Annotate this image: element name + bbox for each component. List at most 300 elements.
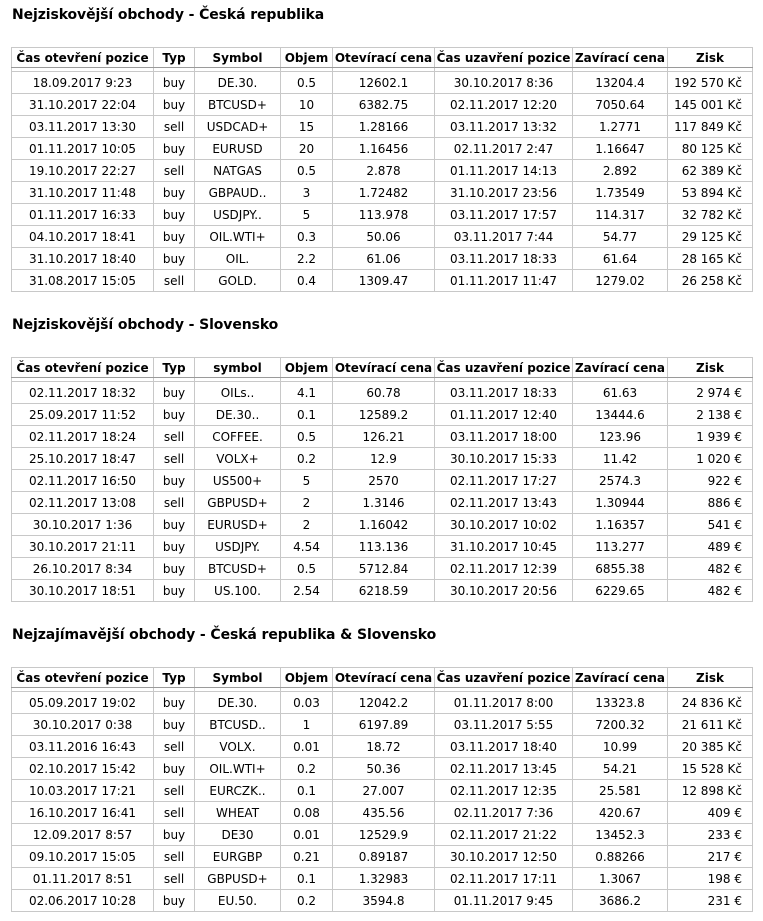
cell-volume: 20: [281, 138, 333, 160]
cell-symbol: GOLD.: [195, 270, 281, 292]
cell-close-price: 1.2771: [573, 116, 668, 138]
cell-type: sell: [154, 116, 195, 138]
cell-open-time: 04.10.2017 18:41: [12, 226, 154, 248]
cell-symbol: BTCUSD+: [195, 558, 281, 580]
column-header-volume: Objem: [281, 48, 333, 68]
cell-open-time: 25.09.2017 11:52: [12, 404, 154, 426]
cell-type: buy: [154, 824, 195, 846]
cell-open-time: 30.10.2017 18:51: [12, 580, 154, 602]
cell-open-time: 01.11.2017 8:51: [12, 868, 154, 890]
cell-volume: 0.2: [281, 890, 333, 912]
cell-symbol: OILs..: [195, 382, 281, 404]
cell-open-time: 31.10.2017 18:40: [12, 248, 154, 270]
cell-symbol: OIL.: [195, 248, 281, 270]
cell-close-price: 10.99: [573, 736, 668, 758]
cell-open-time: 09.10.2017 15:05: [12, 846, 154, 868]
cell-volume: 1: [281, 714, 333, 736]
cell-close-time: 02.11.2017 12:39: [435, 558, 573, 580]
cell-symbol: VOLX+: [195, 448, 281, 470]
column-header-close-price: Zavírací cena: [573, 48, 668, 68]
cell-close-price: 2.892: [573, 160, 668, 182]
column-header-open-price: Otevírací cena: [333, 48, 435, 68]
cell-profit: 217 €: [668, 846, 753, 868]
cell-profit: 20 385 Kč: [668, 736, 753, 758]
trades-table-combined: [11, 667, 753, 912]
cell-profit: 482 €: [668, 558, 753, 580]
table-row: [12, 470, 753, 492]
cell-close-time: 03.11.2017 7:44: [435, 226, 573, 248]
cell-volume: 0.5: [281, 426, 333, 448]
cell-close-time: 31.10.2017 23:56: [435, 182, 573, 204]
table-row: [12, 382, 753, 404]
cell-close-price: 7200.32: [573, 714, 668, 736]
cell-profit: 12 898 Kč: [668, 780, 753, 802]
cell-open-price: 6382.75: [333, 94, 435, 116]
cell-symbol: BTCUSD..: [195, 714, 281, 736]
table-row: [12, 692, 753, 714]
cell-close-price: 61.64: [573, 248, 668, 270]
cell-close-time: 02.11.2017 12:35: [435, 780, 573, 802]
cell-open-price: 1.16042: [333, 514, 435, 536]
cell-type: buy: [154, 558, 195, 580]
cell-close-price: 123.96: [573, 426, 668, 448]
cell-close-price: 113.277: [573, 536, 668, 558]
cell-symbol: DE.30..: [195, 404, 281, 426]
cell-open-price: 1309.47: [333, 270, 435, 292]
cell-close-time: 01.11.2017 14:13: [435, 160, 573, 182]
cell-close-time: 02.11.2017 21:22: [435, 824, 573, 846]
cell-profit: 15 528 Kč: [668, 758, 753, 780]
cell-profit: 482 €: [668, 580, 753, 602]
section-title-combined: Nejzajímavější obchody - Česká republika & Slovensko: [12, 627, 437, 643]
cell-close-price: 1.16647: [573, 138, 668, 160]
cell-symbol: USDJPY.: [195, 536, 281, 558]
cell-close-price: 13323.8: [573, 692, 668, 714]
cell-close-price: 2574.3: [573, 470, 668, 492]
cell-symbol: OIL.WTI+: [195, 226, 281, 248]
cell-open-time: 03.11.2017 13:30: [12, 116, 154, 138]
cell-profit: 29 125 Kč: [668, 226, 753, 248]
cell-profit: 28 165 Kč: [668, 248, 753, 270]
cell-type: sell: [154, 492, 195, 514]
cell-type: buy: [154, 470, 195, 492]
cell-type: buy: [154, 72, 195, 94]
cell-volume: 0.08: [281, 802, 333, 824]
cell-close-time: 31.10.2017 10:45: [435, 536, 573, 558]
cell-close-time: 30.10.2017 12:50: [435, 846, 573, 868]
table-row: [12, 714, 753, 736]
cell-volume: 10: [281, 94, 333, 116]
cell-symbol: EURUSD+: [195, 514, 281, 536]
cell-open-price: 1.28166: [333, 116, 435, 138]
cell-open-time: 30.10.2017 0:38: [12, 714, 154, 736]
cell-close-price: 54.21: [573, 758, 668, 780]
cell-open-time: 02.11.2017 13:08: [12, 492, 154, 514]
cell-volume: 2: [281, 492, 333, 514]
cell-open-price: 12.9: [333, 448, 435, 470]
table-row: [12, 404, 753, 426]
cell-open-time: 16.10.2017 16:41: [12, 802, 154, 824]
cell-close-price: 6229.65: [573, 580, 668, 602]
cell-symbol: EURGBP: [195, 846, 281, 868]
cell-type: sell: [154, 802, 195, 824]
table-row: [12, 736, 753, 758]
column-header-open-price: Otevírací cena: [333, 358, 435, 378]
cell-profit: 53 894 Kč: [668, 182, 753, 204]
cell-volume: 0.3: [281, 226, 333, 248]
cell-open-time: 30.10.2017 21:11: [12, 536, 154, 558]
cell-open-time: 31.10.2017 11:48: [12, 182, 154, 204]
column-header-close-time: Čas uzavření pozice: [435, 668, 573, 688]
column-header-symbol: symbol: [195, 358, 281, 378]
cell-close-price: 6855.38: [573, 558, 668, 580]
cell-open-time: 19.10.2017 22:27: [12, 160, 154, 182]
table-row: [12, 536, 753, 558]
cell-open-time: 02.11.2017 18:32: [12, 382, 154, 404]
table-row: [12, 426, 753, 448]
cell-open-time: 10.03.2017 17:21: [12, 780, 154, 802]
table-row: [12, 868, 753, 890]
cell-volume: 2.54: [281, 580, 333, 602]
column-header-open-time: Čas otevření pozice: [12, 48, 154, 68]
cell-open-price: 50.36: [333, 758, 435, 780]
cell-symbol: US500+: [195, 470, 281, 492]
cell-close-time: 02.11.2017 17:11: [435, 868, 573, 890]
cell-profit: 117 849 Kč: [668, 116, 753, 138]
cell-close-price: 13452.3: [573, 824, 668, 846]
cell-symbol: COFFEE.: [195, 426, 281, 448]
cell-open-time: 01.11.2017 10:05: [12, 138, 154, 160]
table-row: [12, 270, 753, 292]
cell-type: buy: [154, 714, 195, 736]
cell-close-price: 1.73549: [573, 182, 668, 204]
section-title-czech: Nejziskovější obchody - Česká republika: [12, 7, 325, 23]
cell-close-time: 02.11.2017 7:36: [435, 802, 573, 824]
cell-profit: 886 €: [668, 492, 753, 514]
cell-open-price: 435.56: [333, 802, 435, 824]
cell-close-price: 1.16357: [573, 514, 668, 536]
cell-open-time: 03.11.2016 16:43: [12, 736, 154, 758]
cell-profit: 198 €: [668, 868, 753, 890]
cell-profit: 24 836 Kč: [668, 692, 753, 714]
cell-type: sell: [154, 780, 195, 802]
cell-close-time: 01.11.2017 12:40: [435, 404, 573, 426]
table-row: [12, 558, 753, 580]
cell-open-time: 02.11.2017 18:24: [12, 426, 154, 448]
cell-close-time: 01.11.2017 8:00: [435, 692, 573, 714]
trades-table-slovakia: [11, 357, 753, 602]
cell-symbol: EURCZK..: [195, 780, 281, 802]
cell-type: buy: [154, 226, 195, 248]
cell-profit: 541 €: [668, 514, 753, 536]
cell-close-price: 25.581: [573, 780, 668, 802]
cell-open-price: 5712.84: [333, 558, 435, 580]
cell-open-time: 01.11.2017 16:33: [12, 204, 154, 226]
column-header-volume: Objem: [281, 668, 333, 688]
table-row: [12, 138, 753, 160]
cell-volume: 2: [281, 514, 333, 536]
table-row: [12, 492, 753, 514]
table-row: [12, 580, 753, 602]
cell-volume: 0.01: [281, 824, 333, 846]
cell-open-time: 02.11.2017 16:50: [12, 470, 154, 492]
cell-open-price: 6197.89: [333, 714, 435, 736]
cell-open-price: 12529.9: [333, 824, 435, 846]
cell-close-time: 03.11.2017 18:40: [435, 736, 573, 758]
cell-open-price: 6218.59: [333, 580, 435, 602]
cell-close-time: 03.11.2017 18:33: [435, 382, 573, 404]
cell-volume: 4.54: [281, 536, 333, 558]
table-row: [12, 448, 753, 470]
cell-close-price: 420.67: [573, 802, 668, 824]
cell-symbol: BTCUSD+: [195, 94, 281, 116]
cell-open-time: 26.10.2017 8:34: [12, 558, 154, 580]
table-row: [12, 824, 753, 846]
cell-symbol: USDCAD+: [195, 116, 281, 138]
cell-close-price: 61.63: [573, 382, 668, 404]
cell-profit: 409 €: [668, 802, 753, 824]
cell-symbol: GBPUSD+: [195, 492, 281, 514]
cell-open-price: 12589.2: [333, 404, 435, 426]
cell-close-price: 1.30944: [573, 492, 668, 514]
cell-open-price: 1.16456: [333, 138, 435, 160]
column-header-open-price: Otevírací cena: [333, 668, 435, 688]
cell-symbol: OIL.WTI+: [195, 758, 281, 780]
cell-volume: 4.1: [281, 382, 333, 404]
table-row: [12, 890, 753, 912]
cell-profit: 1 020 €: [668, 448, 753, 470]
cell-open-price: 3594.8: [333, 890, 435, 912]
cell-profit: 32 782 Kč: [668, 204, 753, 226]
cell-open-price: 12602.1: [333, 72, 435, 94]
cell-profit: 62 389 Kč: [668, 160, 753, 182]
column-header-close-time: Čas uzavření pozice: [435, 48, 573, 68]
cell-close-time: 03.11.2017 5:55: [435, 714, 573, 736]
cell-type: buy: [154, 514, 195, 536]
section-title-slovakia: Nejziskovější obchody - Slovensko: [12, 317, 279, 333]
cell-symbol: NATGAS: [195, 160, 281, 182]
cell-close-price: 0.88266: [573, 846, 668, 868]
cell-type: buy: [154, 692, 195, 714]
cell-profit: 21 611 Kč: [668, 714, 753, 736]
cell-open-time: 12.09.2017 8:57: [12, 824, 154, 846]
cell-open-time: 30.10.2017 1:36: [12, 514, 154, 536]
cell-type: buy: [154, 404, 195, 426]
cell-volume: 0.4: [281, 270, 333, 292]
cell-type: sell: [154, 448, 195, 470]
cell-type: buy: [154, 204, 195, 226]
cell-profit: 2 974 €: [668, 382, 753, 404]
cell-close-price: 114.317: [573, 204, 668, 226]
cell-type: buy: [154, 94, 195, 116]
table-row: [12, 846, 753, 868]
cell-open-price: 126.21: [333, 426, 435, 448]
cell-close-time: 02.11.2017 12:20: [435, 94, 573, 116]
cell-close-time: 30.10.2017 10:02: [435, 514, 573, 536]
column-header-type: Typ: [154, 48, 195, 68]
cell-close-time: 03.11.2017 18:33: [435, 248, 573, 270]
column-header-symbol: Symbol: [195, 48, 281, 68]
cell-open-price: 60.78: [333, 382, 435, 404]
cell-type: sell: [154, 868, 195, 890]
cell-close-price: 13204.4: [573, 72, 668, 94]
cell-profit: 922 €: [668, 470, 753, 492]
cell-symbol: GBPAUD..: [195, 182, 281, 204]
cell-close-price: 11.42: [573, 448, 668, 470]
cell-type: sell: [154, 426, 195, 448]
cell-type: buy: [154, 382, 195, 404]
table-row: [12, 116, 753, 138]
cell-symbol: VOLX.: [195, 736, 281, 758]
cell-open-time: 02.10.2017 15:42: [12, 758, 154, 780]
cell-type: buy: [154, 182, 195, 204]
column-header-close-price: Zavírací cena: [573, 668, 668, 688]
cell-profit: 26 258 Kč: [668, 270, 753, 292]
table-row: [12, 94, 753, 116]
cell-open-price: 2.878: [333, 160, 435, 182]
cell-open-time: 02.06.2017 10:28: [12, 890, 154, 912]
cell-open-time: 18.09.2017 9:23: [12, 72, 154, 94]
cell-close-time: 03.11.2017 18:00: [435, 426, 573, 448]
table-row: [12, 514, 753, 536]
cell-open-price: 61.06: [333, 248, 435, 270]
table-row: [12, 226, 753, 248]
cell-open-price: 18.72: [333, 736, 435, 758]
cell-close-time: 30.10.2017 20:56: [435, 580, 573, 602]
column-header-close-price: Zavírací cena: [573, 358, 668, 378]
cell-open-price: 113.136: [333, 536, 435, 558]
cell-close-price: 7050.64: [573, 94, 668, 116]
cell-close-price: 54.77: [573, 226, 668, 248]
column-header-volume: Objem: [281, 358, 333, 378]
cell-close-time: 01.11.2017 11:47: [435, 270, 573, 292]
column-header-profit: Zisk: [668, 668, 753, 688]
cell-volume: 0.03: [281, 692, 333, 714]
column-header-close-time: Čas uzavření pozice: [435, 358, 573, 378]
cell-profit: 1 939 €: [668, 426, 753, 448]
cell-close-time: 03.11.2017 17:57: [435, 204, 573, 226]
table-row: [12, 802, 753, 824]
cell-open-price: 50.06: [333, 226, 435, 248]
cell-type: sell: [154, 160, 195, 182]
cell-open-price: 0.89187: [333, 846, 435, 868]
column-header-profit: Zisk: [668, 358, 753, 378]
cell-close-time: 02.11.2017 13:43: [435, 492, 573, 514]
cell-type: buy: [154, 580, 195, 602]
cell-volume: 0.1: [281, 780, 333, 802]
cell-close-price: 1279.02: [573, 270, 668, 292]
cell-type: sell: [154, 846, 195, 868]
cell-volume: 0.2: [281, 448, 333, 470]
cell-symbol: USDJPY..: [195, 204, 281, 226]
cell-type: sell: [154, 270, 195, 292]
cell-close-time: 02.11.2017 13:45: [435, 758, 573, 780]
cell-open-price: 1.32983: [333, 868, 435, 890]
column-header-profit: Zisk: [668, 48, 753, 68]
cell-close-time: 30.10.2017 8:36: [435, 72, 573, 94]
table-row: [12, 780, 753, 802]
table-row: [12, 182, 753, 204]
cell-open-time: 31.10.2017 22:04: [12, 94, 154, 116]
table-row: [12, 160, 753, 182]
cell-profit: 489 €: [668, 536, 753, 558]
cell-close-price: 3686.2: [573, 890, 668, 912]
cell-profit: 80 125 Kč: [668, 138, 753, 160]
cell-profit: 145 001 Kč: [668, 94, 753, 116]
cell-volume: 0.01: [281, 736, 333, 758]
cell-open-time: 25.10.2017 18:47: [12, 448, 154, 470]
cell-open-price: 1.72482: [333, 182, 435, 204]
cell-symbol: WHEAT: [195, 802, 281, 824]
cell-open-price: 2570: [333, 470, 435, 492]
cell-volume: 0.2: [281, 758, 333, 780]
cell-close-time: 02.11.2017 2:47: [435, 138, 573, 160]
cell-open-time: 31.08.2017 15:05: [12, 270, 154, 292]
table-row: [12, 72, 753, 94]
table-row: [12, 758, 753, 780]
cell-volume: 0.5: [281, 72, 333, 94]
cell-symbol: US.100.: [195, 580, 281, 602]
cell-profit: 233 €: [668, 824, 753, 846]
cell-close-time: 03.11.2017 13:32: [435, 116, 573, 138]
cell-profit: 2 138 €: [668, 404, 753, 426]
cell-open-price: 12042.2: [333, 692, 435, 714]
cell-type: buy: [154, 890, 195, 912]
cell-volume: 0.5: [281, 160, 333, 182]
cell-profit: 192 570 Kč: [668, 72, 753, 94]
column-header-type: Typ: [154, 668, 195, 688]
trades-table-czech: [11, 47, 753, 292]
cell-type: buy: [154, 138, 195, 160]
cell-type: buy: [154, 248, 195, 270]
table-row: [12, 204, 753, 226]
cell-open-price: 113.978: [333, 204, 435, 226]
cell-profit: 231 €: [668, 890, 753, 912]
cell-open-time: 05.09.2017 19:02: [12, 692, 154, 714]
cell-symbol: DE30: [195, 824, 281, 846]
cell-type: buy: [154, 758, 195, 780]
cell-volume: 15: [281, 116, 333, 138]
cell-volume: 3: [281, 182, 333, 204]
cell-volume: 0.5: [281, 558, 333, 580]
table-row: [12, 248, 753, 270]
column-header-open-time: Čas otevření pozice: [12, 668, 154, 688]
cell-close-price: 1.3067: [573, 868, 668, 890]
cell-open-price: 27.007: [333, 780, 435, 802]
cell-volume: 5: [281, 204, 333, 226]
column-header-open-time: Čas otevření pozice: [12, 358, 154, 378]
column-header-type: Typ: [154, 358, 195, 378]
cell-close-price: 13444.6: [573, 404, 668, 426]
cell-symbol: EURUSD: [195, 138, 281, 160]
cell-volume: 0.1: [281, 868, 333, 890]
cell-close-time: 02.11.2017 17:27: [435, 470, 573, 492]
column-header-symbol: Symbol: [195, 668, 281, 688]
cell-close-time: 01.11.2017 9:45: [435, 890, 573, 912]
cell-open-price: 1.3146: [333, 492, 435, 514]
cell-symbol: DE.30.: [195, 692, 281, 714]
cell-close-time: 30.10.2017 15:33: [435, 448, 573, 470]
cell-type: sell: [154, 736, 195, 758]
cell-symbol: GBPUSD+: [195, 868, 281, 890]
cell-symbol: DE.30.: [195, 72, 281, 94]
cell-volume: 0.1: [281, 404, 333, 426]
cell-type: buy: [154, 536, 195, 558]
cell-volume: 2.2: [281, 248, 333, 270]
cell-volume: 5: [281, 470, 333, 492]
cell-volume: 0.21: [281, 846, 333, 868]
cell-symbol: EU.50.: [195, 890, 281, 912]
